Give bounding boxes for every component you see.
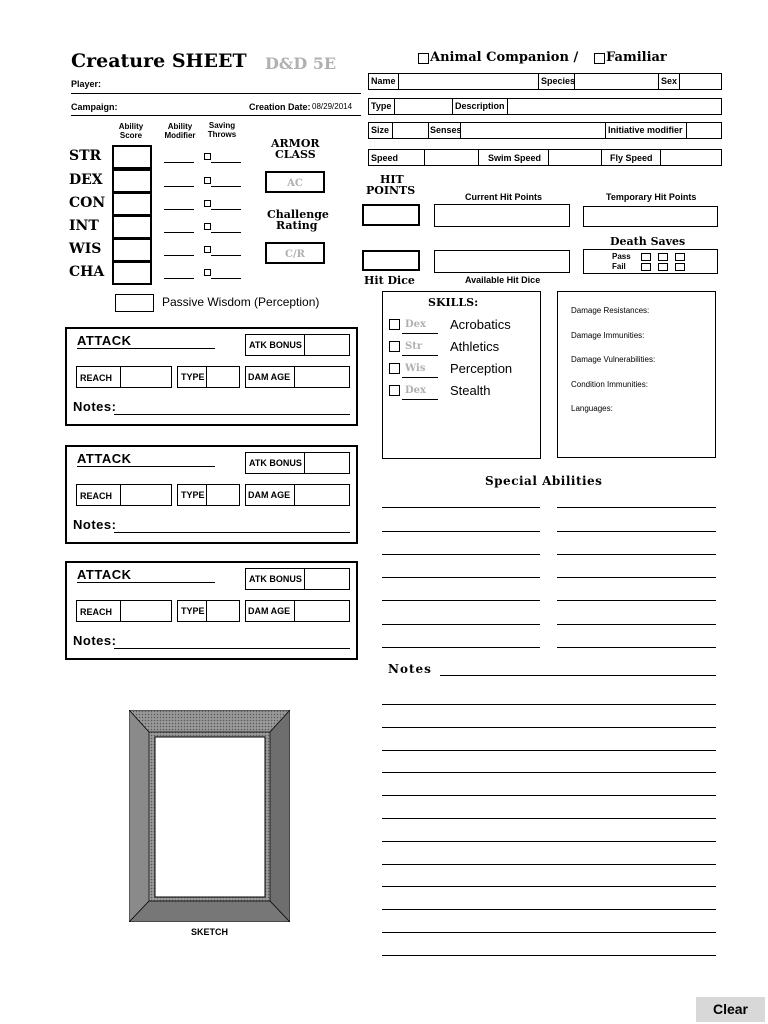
skill-name: Athletics	[450, 339, 500, 354]
player-line	[71, 93, 361, 94]
sketch-frame-icon	[129, 710, 290, 922]
type-field[interactable]	[368, 98, 722, 115]
sex-divider	[658, 73, 659, 90]
skill-modifier-line[interactable]	[402, 333, 438, 334]
type-label: TYPE	[181, 606, 205, 616]
skill-modifier-line[interactable]	[402, 355, 438, 356]
saving-throw-str[interactable]	[211, 162, 241, 163]
swim-speed-label: Swim Speed	[488, 153, 542, 163]
special-ability-line-right[interactable]	[557, 624, 716, 625]
fly-divider	[601, 149, 602, 166]
saving-throw-checkbox-cha[interactable]	[204, 269, 211, 276]
atk-bonus-label: ATK BONUS	[249, 458, 302, 468]
available-hit-dice-label: Available Hit Dice	[465, 275, 541, 285]
attack-name-line[interactable]	[77, 348, 215, 349]
reach-label: REACH	[80, 373, 113, 383]
ability-score-cha[interactable]	[112, 261, 152, 285]
notes-line[interactable]	[382, 955, 716, 956]
species-divider-2	[574, 73, 575, 90]
saving-throw-checkbox-dex[interactable]	[204, 177, 211, 184]
familiar-checkbox[interactable]	[594, 53, 605, 64]
special-ability-line-right[interactable]	[557, 531, 716, 532]
ability-modifier-str[interactable]	[164, 162, 194, 163]
hit-dice-label: Hit Dice	[364, 274, 415, 287]
attack-notes-label: Notes:	[73, 399, 117, 414]
special-ability-line-right[interactable]	[557, 577, 716, 578]
special-ability-line-left[interactable]	[382, 554, 540, 555]
ability-label-cha: CHA	[69, 264, 105, 280]
type-divider	[206, 484, 207, 506]
init-divider-2	[686, 122, 687, 139]
special-ability-line-left[interactable]	[382, 647, 540, 648]
ability-score-wis[interactable]	[112, 238, 152, 262]
notes-title: Notes	[388, 662, 432, 676]
attack-notes-line[interactable]	[114, 414, 350, 415]
reach-divider	[120, 366, 121, 388]
notes-line[interactable]	[382, 932, 716, 933]
initiative-label: Initiative modifier	[608, 125, 683, 135]
companion-label: Animal Companion /	[430, 50, 579, 65]
defenses-panel	[557, 291, 716, 458]
attack-notes-label: Notes:	[73, 517, 117, 532]
campaign-label: Campaign:	[71, 102, 118, 112]
ability-score-header: Ability Score	[118, 122, 144, 140]
saving-throw-wis[interactable]	[211, 255, 241, 256]
notes-line[interactable]	[382, 727, 716, 728]
skill-name: Stealth	[450, 383, 491, 398]
notes-line[interactable]	[382, 841, 716, 842]
condition-immunities-label: Condition Immunities:	[571, 380, 648, 389]
special-ability-line-right[interactable]	[557, 600, 716, 601]
desc-divider	[452, 98, 453, 115]
skill-checkbox[interactable]	[389, 363, 400, 374]
temporary-hp-field[interactable]	[583, 206, 718, 227]
type-divider	[206, 366, 207, 388]
death-fail-checkbox-1[interactable]	[641, 263, 651, 271]
swim-divider-2	[548, 149, 549, 166]
saving-throw-int[interactable]	[211, 232, 241, 233]
special-ability-line-left[interactable]	[382, 600, 540, 601]
type-label: TYPE	[181, 490, 205, 500]
type-label: TYPE	[181, 372, 205, 382]
atk-bonus-label: ATK BONUS	[249, 574, 302, 584]
sheet-title: Creature SHEET	[71, 50, 247, 72]
sketch-frame[interactable]	[129, 710, 290, 922]
notes-line[interactable]	[382, 704, 716, 705]
clear-button[interactable]	[696, 997, 765, 1022]
reach-label: REACH	[80, 491, 113, 501]
damage-label: DAM AGE	[248, 372, 291, 382]
type-label: Type	[371, 101, 392, 111]
ability-modifier-int[interactable]	[164, 232, 194, 233]
death-pass-checkbox-1[interactable]	[641, 253, 651, 261]
ability-modifier-cha[interactable]	[164, 278, 194, 279]
atk-bonus-label: ATK BONUS	[249, 340, 302, 350]
sex-label: Sex	[661, 76, 678, 86]
type-divider	[394, 98, 395, 115]
damage-divider	[294, 366, 295, 388]
creation-date-label: Creation Date:	[249, 102, 311, 112]
skill-checkbox[interactable]	[389, 341, 400, 352]
ability-modifier-wis[interactable]	[164, 255, 194, 256]
armor-class-label: CLASS	[275, 148, 316, 161]
size-label: Size	[371, 125, 390, 135]
points-label: POINTS	[366, 184, 416, 197]
fly-divider-2	[660, 149, 661, 166]
skill-name: Perception	[450, 361, 513, 376]
attack-title: ATTACK	[77, 451, 132, 466]
reach-label: REACH	[80, 607, 113, 617]
skill-ability: Dex	[405, 319, 426, 330]
skill-name: Acrobatics	[450, 317, 511, 332]
temporary-hp-label: Temporary Hit Points	[606, 192, 697, 202]
campaign-line	[71, 115, 361, 116]
senses-divider	[428, 122, 429, 139]
skill-ability: Wis	[405, 363, 426, 374]
speed-field[interactable]	[368, 149, 722, 166]
edition-label: D&D 5E	[265, 54, 337, 73]
special-ability-line-right[interactable]	[557, 554, 716, 555]
atk-bonus-divider	[304, 334, 305, 356]
armor-class-field[interactable]	[265, 171, 325, 193]
sketch-label: SKETCH	[191, 927, 229, 937]
damage-immunities-label: Damage Immunities:	[571, 331, 645, 340]
init-divider	[605, 122, 606, 139]
attack-notes-label: Notes:	[73, 633, 117, 648]
speed-divider	[424, 149, 425, 166]
attack-name-line[interactable]	[77, 466, 215, 467]
current-hp-label: Current Hit Points	[465, 192, 543, 202]
special-ability-line-left[interactable]	[382, 531, 540, 532]
death-saves-title: Death Saves	[610, 235, 686, 248]
attack-notes-line[interactable]	[114, 532, 350, 533]
current-hp-field[interactable]	[434, 204, 570, 227]
fly-speed-label: Fly Speed	[610, 153, 653, 163]
species-divider	[538, 73, 539, 90]
notes-title-line	[440, 675, 716, 676]
death-pass-label: Pass	[612, 252, 631, 261]
senses-divider-2	[460, 122, 461, 139]
familiar-label: Familiar	[606, 50, 667, 65]
death-fail-checkbox-2[interactable]	[658, 263, 668, 271]
name-label: Name	[371, 76, 396, 86]
max-hit-points-field[interactable]	[362, 204, 420, 226]
armor-label: ARMOR	[271, 137, 320, 150]
ability-modifier-dex[interactable]	[164, 186, 194, 187]
ability-modifier-con[interactable]	[164, 209, 194, 210]
saving-throws-header: Saving Throws	[207, 121, 237, 139]
attack-notes-line[interactable]	[114, 648, 350, 649]
notes-line[interactable]	[382, 818, 716, 819]
skill-ability: Dex	[405, 385, 426, 396]
speed-label: Speed	[371, 153, 399, 163]
type-divider	[206, 600, 207, 622]
ability-score-con[interactable]	[112, 192, 152, 216]
saving-throw-checkbox-str[interactable]	[204, 153, 211, 160]
saving-throw-checkbox-wis[interactable]	[204, 246, 211, 253]
special-ability-line-right[interactable]	[557, 647, 716, 648]
special-ability-line-left[interactable]	[382, 577, 540, 578]
notes-line[interactable]	[382, 886, 716, 887]
armor-class-placeholder: AC	[287, 178, 303, 189]
saving-throw-con[interactable]	[211, 209, 241, 210]
ability-label-int: INT	[69, 218, 99, 234]
skill-checkbox[interactable]	[389, 319, 400, 330]
languages-label: Languages:	[571, 404, 613, 413]
size-divider	[392, 122, 393, 139]
damage-label: DAM AGE	[248, 606, 291, 616]
damage-divider	[294, 600, 295, 622]
ability-score-dex[interactable]	[112, 169, 152, 193]
saving-throw-cha[interactable]	[211, 278, 241, 279]
ability-score-int[interactable]	[112, 215, 152, 239]
passive-wisdom-field[interactable]	[115, 294, 154, 312]
saving-throw-dex[interactable]	[211, 186, 241, 187]
damage-divider	[294, 484, 295, 506]
ability-label-dex: DEX	[69, 172, 103, 188]
damage-resistances-label: Damage Resistances:	[571, 306, 650, 315]
ability-modifier-header: Ability Modifier	[164, 122, 196, 140]
challenge-rating-placeholder: C/R	[285, 249, 305, 260]
passive-wisdom-label: Passive Wisdom (Perception)	[162, 295, 320, 309]
swim-divider	[478, 149, 479, 166]
player-label: Player:	[71, 79, 102, 89]
damage-label: DAM AGE	[248, 490, 291, 500]
death-pass-checkbox-2[interactable]	[658, 253, 668, 261]
notes-line[interactable]	[382, 750, 716, 751]
ability-label-wis: WIS	[69, 241, 102, 257]
skill-modifier-line[interactable]	[402, 399, 438, 400]
notes-line[interactable]	[382, 795, 716, 796]
ability-label-con: CON	[69, 195, 106, 211]
ability-score-str[interactable]	[112, 145, 152, 169]
skills-title: SKILLS:	[428, 296, 479, 309]
senses-label: Senses	[430, 125, 462, 135]
challenge-label: Challenge	[267, 208, 329, 221]
name-divider	[398, 73, 399, 90]
rating-label: Rating	[276, 219, 318, 232]
saving-throw-checkbox-con[interactable]	[204, 200, 211, 207]
skill-checkbox[interactable]	[389, 385, 400, 396]
notes-line[interactable]	[382, 909, 716, 910]
atk-bonus-divider	[304, 568, 305, 590]
death-fail-label: Fail	[612, 262, 626, 271]
special-abilities-title: Special Abilities	[485, 474, 603, 488]
skill-ability: Str	[405, 341, 423, 352]
companion-checkbox[interactable]	[418, 53, 429, 64]
clear-button-label: Clear	[712, 1001, 749, 1017]
attack-title: ATTACK	[77, 567, 132, 582]
sex-divider-2	[679, 73, 680, 90]
species-label: Species	[541, 76, 576, 86]
hit-dice-field[interactable]	[362, 250, 420, 271]
reach-divider	[120, 600, 121, 622]
ability-label-str: STR	[69, 148, 102, 164]
reach-divider	[120, 484, 121, 506]
challenge-rating-field[interactable]	[265, 242, 325, 264]
saving-throw-checkbox-int[interactable]	[204, 223, 211, 230]
description-label: Description	[455, 101, 505, 111]
hit-label: HIT	[380, 173, 404, 186]
death-fail-checkbox-3[interactable]	[675, 263, 685, 271]
creation-date-value[interactable]: 08/29/2014	[312, 102, 353, 111]
attack-title: ATTACK	[77, 333, 132, 348]
death-pass-checkbox-3[interactable]	[675, 253, 685, 261]
notes-line[interactable]	[382, 772, 716, 773]
atk-bonus-divider	[304, 452, 305, 474]
special-ability-line-left[interactable]	[382, 624, 540, 625]
skill-modifier-line[interactable]	[402, 377, 438, 378]
attack-name-line[interactable]	[77, 582, 215, 583]
available-hit-dice-field[interactable]	[434, 250, 570, 273]
damage-vulnerabilities-label: Damage Vulnerabilities:	[571, 355, 656, 364]
special-ability-line-left[interactable]	[382, 507, 540, 508]
desc-divider-2	[507, 98, 508, 115]
special-ability-line-right[interactable]	[557, 507, 716, 508]
notes-line[interactable]	[382, 864, 716, 865]
